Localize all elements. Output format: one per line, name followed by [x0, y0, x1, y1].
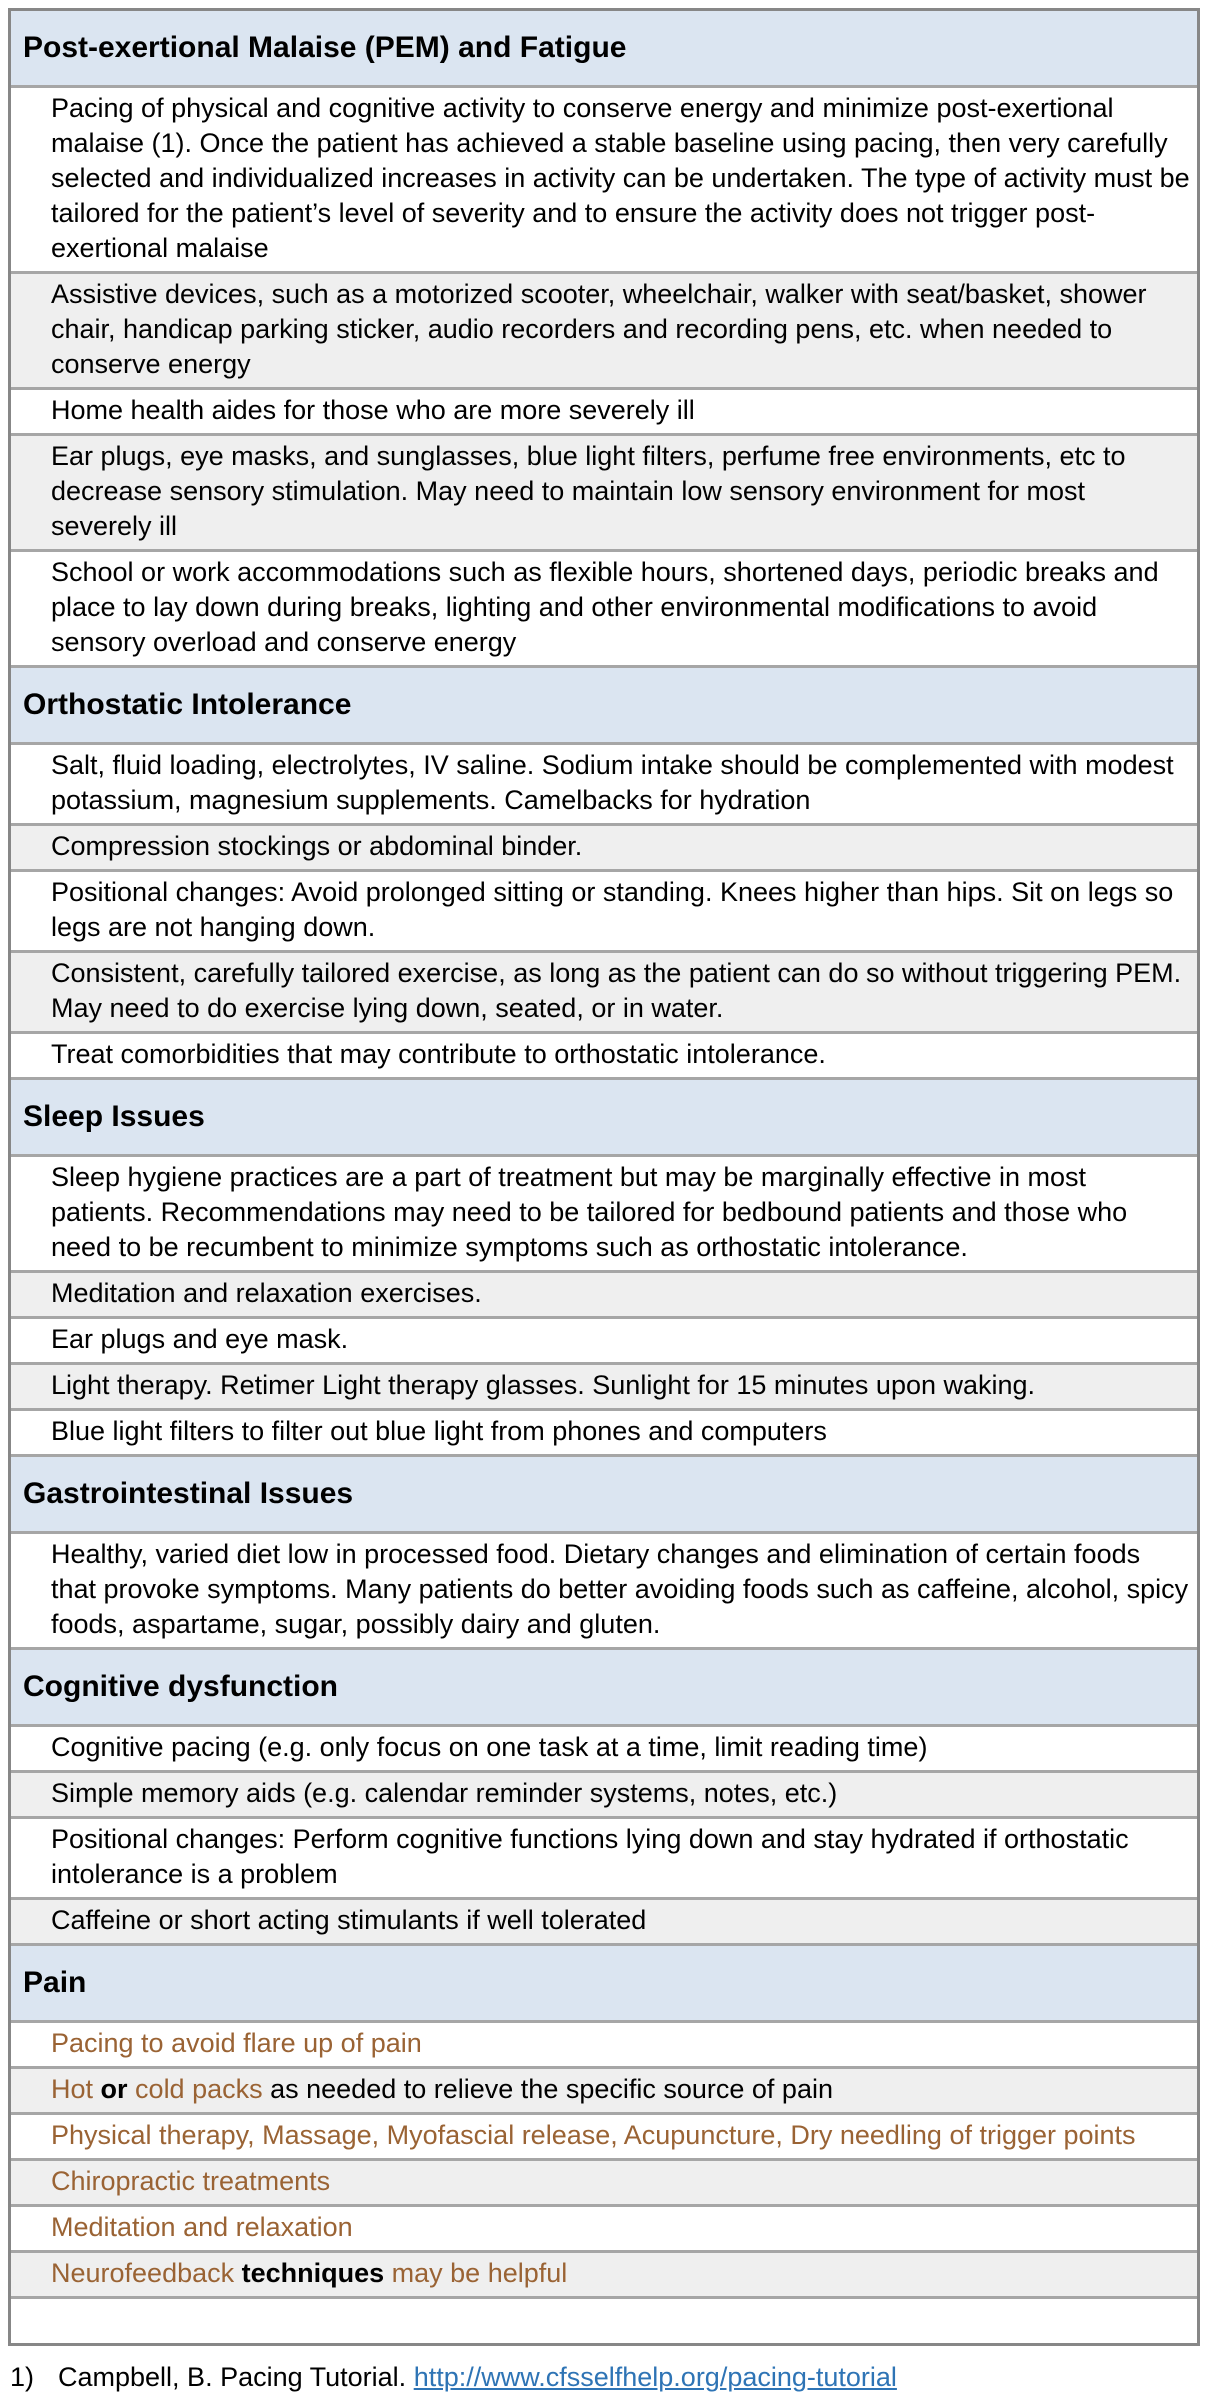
- row-text-segment: Physical therapy, Massage, Myofascial release, Acupuncture, Dry needling of trigger points: [51, 2120, 1136, 2150]
- table-row: [11, 2204, 1197, 2250]
- table-row: [11, 1531, 1197, 1647]
- row-text-segment: as needed to relieve the specific source of pain: [270, 2074, 833, 2104]
- section-title: Cognitive dysfunction: [23, 1670, 338, 1703]
- table-row: [11, 1154, 1197, 1270]
- footnote-citation: Campbell, B. Pacing Tutorial.: [58, 2362, 407, 2392]
- section-title: Post-exertional Malaise (PEM) and Fatigue: [23, 31, 627, 64]
- footnote-text: [58, 2360, 897, 2394]
- section-title: Gastrointestinal Issues: [23, 1477, 354, 1510]
- table-row: [11, 1408, 1197, 1454]
- table-row: [11, 433, 1197, 549]
- row-text-segment: cold packs: [135, 2074, 271, 2104]
- row-text-segment: Simple memory aids (e.g. calendar reminder systems, notes, etc.): [51, 1778, 838, 1808]
- row-text-segment: Meditation and relaxation: [51, 2212, 353, 2242]
- row-text-segment: Ear plugs and eye mask.: [51, 1324, 349, 1354]
- section-header: [11, 11, 1197, 85]
- section-header: [11, 1077, 1197, 1154]
- table-row: [11, 742, 1197, 823]
- row-text-segment: Assistive devices, such as a motorized scooter, wheelchair, walker with seat/basket, shower chair, handicap parking sticker, audio recorders and recording pens, etc. when needed to conserve energy: [51, 279, 1147, 379]
- row-text-segment: Blue light filters to filter out blue light from phones and computers: [51, 1416, 827, 1446]
- row-text-segment: Chiropractic treatments: [51, 2166, 331, 2196]
- table-row: [11, 549, 1197, 665]
- table-row: [11, 2020, 1197, 2066]
- row-text-segment: Positional changes: Avoid prolonged sitting or standing. Knees higher than hips. Sit on legs so legs are not hanging down.: [51, 877, 1174, 942]
- row-text-segment: may be helpful: [391, 2258, 568, 2288]
- table-row: [11, 387, 1197, 433]
- table-row: [11, 1724, 1197, 1770]
- row-text-segment: School or work accommodations such as flexible hours, shortened days, periodic breaks and place to lay down during breaks, lighting and other environmental modifications to avoid sensory overload and conserve energy: [51, 557, 1159, 657]
- row-text-segment: Sleep hygiene practices are a part of treatment but may be marginally effective in most patients. Recommendations may need to be tailored for bedbound patients and those who need to be recumbent to minimize symptoms such as orthostatic intolerance.: [51, 1162, 1128, 1262]
- table-row: [11, 1816, 1197, 1897]
- table-row: [11, 1897, 1197, 1943]
- table-row: [11, 1270, 1197, 1316]
- footnote-link[interactable]: http://www.cfsselfhelp.org/pacing-tutorial: [413, 2362, 897, 2392]
- table-row: [11, 1316, 1197, 1362]
- row-text-segment: Caffeine or short acting stimulants if well tolerated: [51, 1905, 647, 1935]
- row-text-segment: techniques: [241, 2258, 392, 2288]
- row-text-segment: or: [100, 2074, 136, 2104]
- row-text-segment: Home health aides for those who are more severely ill: [51, 395, 695, 425]
- table-row: [11, 2158, 1197, 2204]
- section-title: Sleep Issues: [23, 1100, 205, 1133]
- table-row: [11, 950, 1197, 1031]
- section-header: [11, 1943, 1197, 2020]
- row-text-segment: Salt, fluid loading, electrolytes, IV saline. Sodium intake should be complemented with modest potassium, magnesium supplements. Camelbacks for hydration: [51, 750, 1174, 815]
- row-text-segment: Pacing of physical and cognitive activity to conserve energy and minimize post-exertional malaise (1). Once the patient has achieved a stable baseline using pacing, then very carefully selected and individualized increases in activity can be undertaken. The type of activity must be tailored for the patient’s level of severity and to ensure the activity does not trigger post-exertional malaise: [51, 93, 1190, 263]
- table-row: [11, 85, 1197, 271]
- table-row: [11, 1362, 1197, 1408]
- row-text-segment: Pacing to avoid flare up of pain: [51, 2028, 422, 2058]
- treatment-table: [8, 8, 1200, 2346]
- table-row: [11, 869, 1197, 950]
- table-row-empty: [11, 2296, 1197, 2343]
- row-text-segment: Neurofeedback: [51, 2258, 242, 2288]
- table-row: [11, 2066, 1197, 2112]
- row-text-segment: Meditation and relaxation exercises.: [51, 1278, 482, 1308]
- row-text-segment: Consistent, carefully tailored exercise, as long as the patient can do so without triggering PEM. May need to do exercise lying down, seated, or in water.: [51, 958, 1182, 1023]
- row-text-segment: Healthy, varied diet low in processed food. Dietary changes and elimination of certain foods that provoke symptoms. Many patients do better avoiding foods such as caffeine, alcohol, spicy foods, aspartame, sugar, possibly dairy and gluten.: [51, 1539, 1189, 1639]
- row-text-segment: Light therapy. Retimer Light therapy glasses. Sunlight for 15 minutes upon waking.: [51, 1370, 1036, 1400]
- table-row: [11, 271, 1197, 387]
- row-text-segment: Cognitive pacing (e.g. only focus on one task at a time, limit reading time): [51, 1732, 928, 1762]
- row-text-segment: Treat comorbidities that may contribute to orthostatic intolerance.: [51, 1039, 826, 1069]
- section-title: Orthostatic Intolerance: [23, 688, 352, 721]
- section-title: Pain: [23, 1966, 87, 1999]
- footnote: [10, 2360, 1200, 2394]
- table-row: [11, 1770, 1197, 1816]
- section-header: [11, 1454, 1197, 1531]
- table-row: [11, 2112, 1197, 2158]
- table-row: [11, 2250, 1197, 2296]
- footnote-marker: 1): [10, 2362, 35, 2392]
- table-row: [11, 1031, 1197, 1077]
- row-text-segment: Hot: [51, 2074, 101, 2104]
- table-row: [11, 823, 1197, 869]
- section-header: [11, 1647, 1197, 1724]
- row-text-segment: Positional changes: Perform cognitive functions lying down and stay hydrated if orthostatic intolerance is a problem: [51, 1824, 1129, 1889]
- section-header: [11, 665, 1197, 742]
- row-text-segment: Ear plugs, eye masks, and sunglasses, blue light filters, perfume free environments, etc to decrease sensory stimulation. May need to maintain low sensory environment for most severely ill: [51, 441, 1126, 541]
- row-text-segment: Compression stockings or abdominal binder.: [51, 831, 583, 861]
